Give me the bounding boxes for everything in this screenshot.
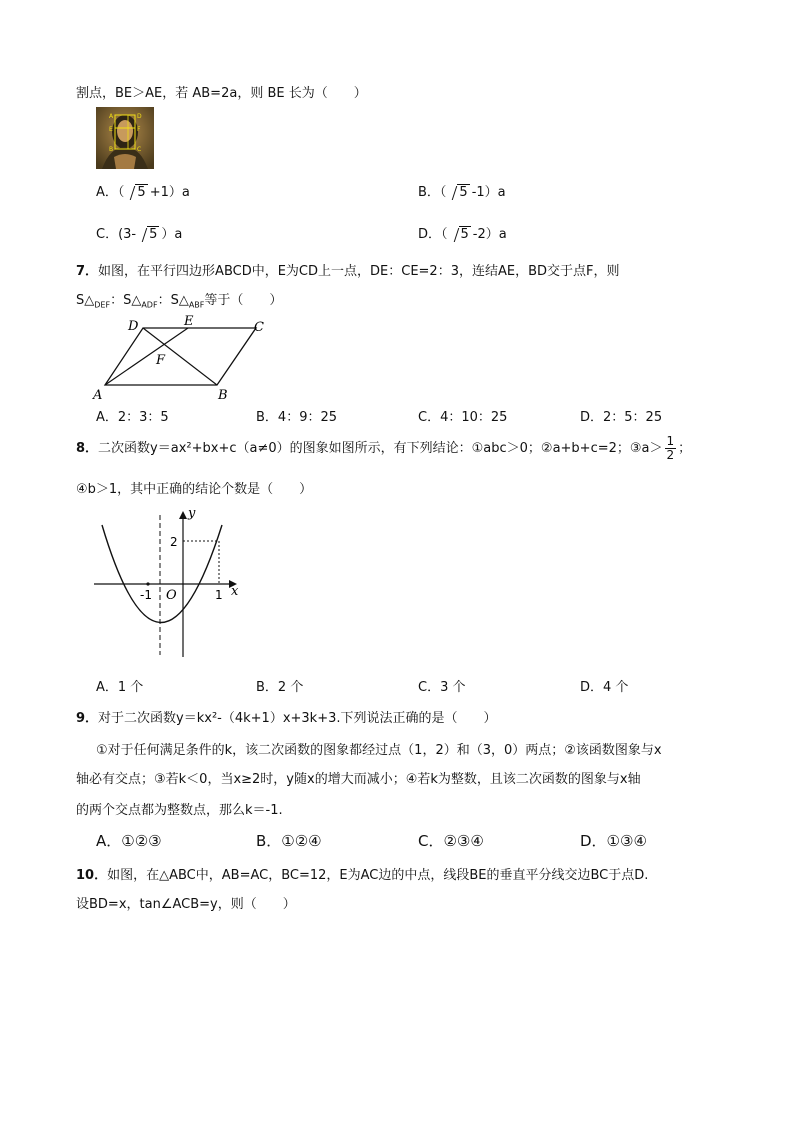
q7-stem: 7．如图，在平行四边形ABCD中，E为CD上一点，DE：CE=2：3，连结AE，BD交于点F，则 — [76, 264, 620, 279]
q10-stem: 10．如图，在△ABC中，AB=AC，BC=12，E为AC边的中点，线段BE的垂直平分线交边BC于点D. — [76, 868, 649, 883]
mona-lisa-photo — [96, 107, 154, 169]
q8-stem-line2: ④b＞1，其中正确的结论个数是（ ） — [76, 482, 313, 497]
q7-stem-line2: $S\triangle_{DEF}$：$S\triangle_{ADF}$：$S\triangle_{ABF}$等于（ ） — [76, 293, 283, 310]
sqrt-symbol: 5 — [138, 227, 159, 242]
photo-label-b: B — [109, 146, 114, 153]
tick-label-neg1: -1 — [140, 588, 152, 602]
sqrt-symbol: 5 — [126, 185, 147, 200]
parallelogram-diagram — [90, 313, 280, 403]
parabola-curve — [102, 525, 222, 623]
label-e: E — [184, 314, 194, 329]
q10-stem-line2: 设BD=x，tan∠ACB=y，则（ ） — [76, 897, 296, 912]
q9-statement-line3: 的两个交点都为整数点，那么k＝-1. — [76, 803, 283, 818]
photo-label-d: D — [137, 113, 142, 120]
q8-number: 8． — [76, 441, 99, 456]
photo-label-f: F — [137, 126, 141, 133]
photo-label-e: E — [109, 126, 113, 133]
q9-option-a[interactable]: A．①②③ — [96, 832, 162, 850]
q9-stem: 9．对于二次函数y＝kx²-（4k+1）x+3k+3.下列说法正确的是（ ） — [76, 711, 497, 726]
parabola-graph — [90, 505, 250, 665]
sqrt-symbol: 5 — [448, 185, 469, 200]
origin-label: O — [166, 588, 177, 603]
tick-label-2: 2 — [170, 535, 178, 549]
q7-option-b[interactable]: B．4：9：25 — [256, 410, 338, 425]
axis-label-x: x — [231, 584, 239, 599]
label-c: C — [254, 320, 264, 335]
q6-option-c[interactable]: C．(3- 5 ）a — [96, 227, 183, 242]
sqrt-symbol: 5 — [450, 227, 471, 242]
tick-label-1: 1 — [215, 588, 223, 602]
label-a: A — [93, 388, 103, 403]
photo-label-a: A — [109, 113, 114, 120]
q8-option-a[interactable]: A．1 个 — [96, 680, 144, 695]
label-b: B — [218, 388, 228, 403]
point-neg1 — [146, 582, 149, 585]
fraction-one-half: $\frac{1}{2}$ — [666, 434, 675, 462]
q7-option-a[interactable]: A．2：3：5 — [96, 410, 169, 425]
q8-option-b[interactable]: B．2 个 — [256, 680, 304, 695]
q10-number: 10． — [76, 868, 108, 883]
q9-option-d[interactable]: D．①③④ — [580, 832, 647, 850]
label-f: F — [156, 353, 166, 368]
q6-option-a[interactable]: A．（ 5 +1）a — [96, 185, 190, 200]
mona-lisa-image — [96, 107, 154, 169]
q7-number: 7． — [76, 264, 99, 279]
q8-stem: 8．二次函数y＝ax²+bx+c（a≠0）的图象如图所示，有下列结论：①abc＞0；②a+b+c=2；③a＞ $\frac{1}{2}$ ； — [76, 434, 692, 462]
q9-option-b[interactable]: B．①②④ — [256, 832, 322, 850]
q9-option-c[interactable]: C．②③④ — [418, 832, 484, 850]
photo-label-c: C — [137, 146, 142, 153]
q8-option-c[interactable]: C．3 个 — [418, 680, 466, 695]
axis-label-y: y — [188, 506, 196, 521]
segment-ae — [105, 328, 188, 385]
q7-option-d[interactable]: D．2：5：25 — [580, 410, 663, 425]
segment-bd — [143, 328, 217, 385]
q9-statement-line2: 轴必有交点；③若k＜0，当x≥2时，y随x的增大而减小；④若k为整数，且该二次函数的图象与x轴 — [76, 772, 641, 787]
q9-number: 9． — [76, 711, 99, 726]
label-d: D — [128, 319, 139, 334]
q9-statement-line1: ①对于任何满足条件的k，该二次函数的图象都经过点（1，2）和（3，0）两点；②该函数图象与x — [96, 743, 662, 758]
q6-option-d[interactable]: D．（ 5 -2）a — [418, 227, 507, 242]
q6-option-b[interactable]: B．（ 5 -1）a — [418, 185, 506, 200]
q8-option-d[interactable]: D．4 个 — [580, 680, 629, 695]
q6-stem-tail: 割点，BE＞AE，若 AB=2a，则 BE 长为（ ） — [76, 86, 367, 101]
y-axis-arrow-icon — [179, 511, 187, 519]
q7-option-c[interactable]: C．4：10：25 — [418, 410, 508, 425]
